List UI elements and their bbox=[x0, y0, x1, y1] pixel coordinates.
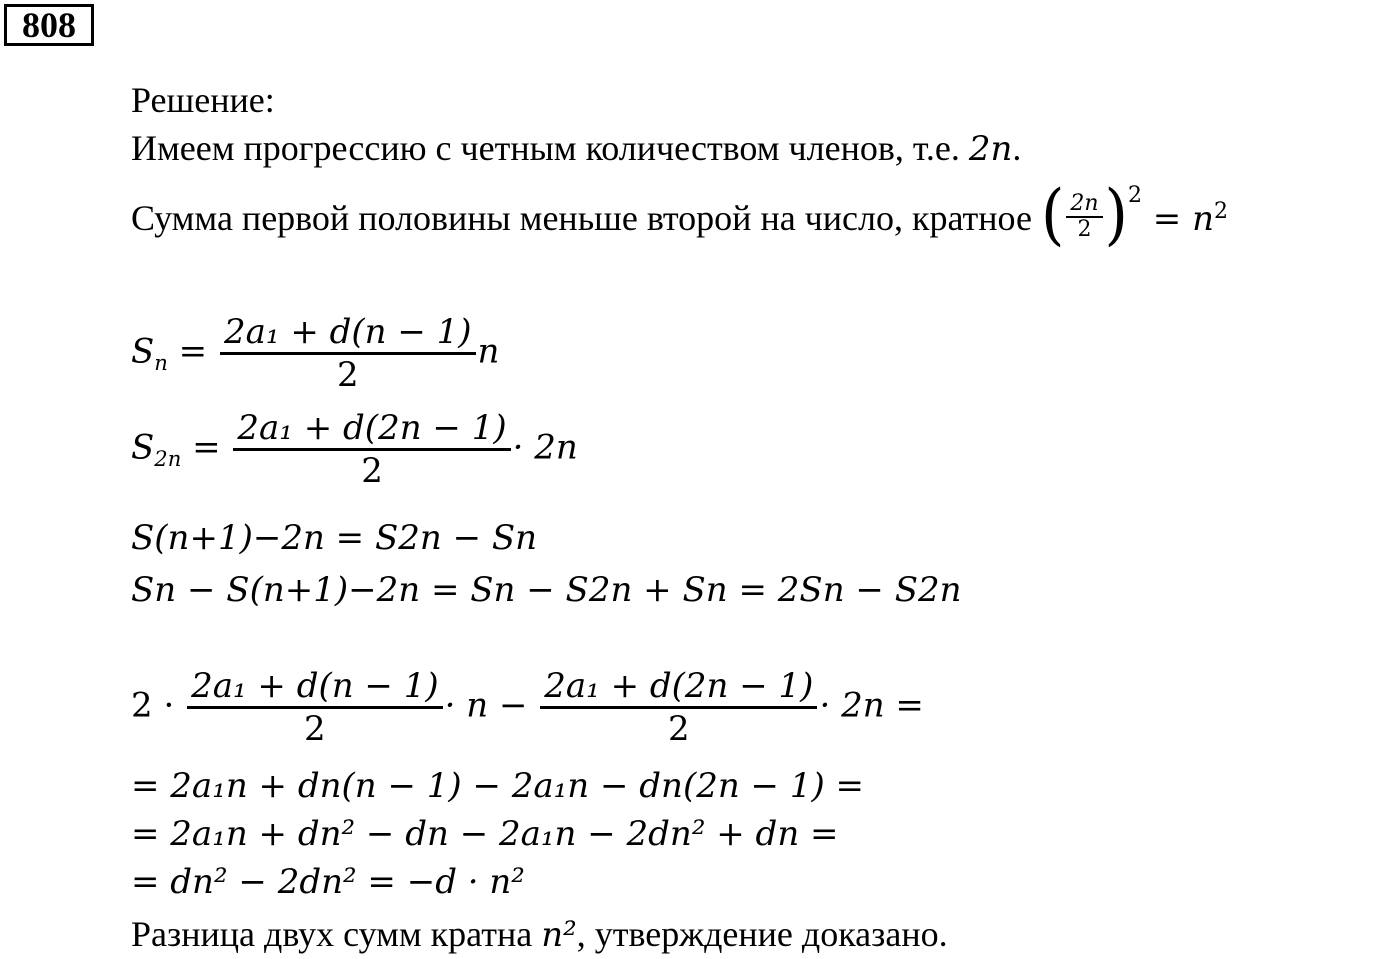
equation-4: Sn − S(n+1)−2n = Sn − S2n + Sn = 2Sn − S2n bbox=[131, 570, 962, 610]
equation-6: = 2a₁n + dn(n − 1) − 2a₁n − dn(2n − 1) = bbox=[131, 766, 865, 806]
line2-fraction: $\frac{2n}{2}$ bbox=[1066, 192, 1102, 242]
conclusion-text: Разница двух сумм кратна bbox=[131, 914, 533, 954]
text-line-1 bbox=[131, 128, 1021, 169]
equation-1-fraction: $\frac{\text{2a₁ + d(n − 1)}}{2}$ bbox=[220, 312, 476, 395]
line2-text: Сумма первой половины меньше второй на число, кратное bbox=[131, 198, 1032, 238]
line2-eq: = n bbox=[1152, 199, 1214, 239]
equation-8: = dn² − 2dn² = −d · n² bbox=[131, 862, 525, 902]
line1-text: Имеем прогрессию с четным количеством членов, т.е. bbox=[131, 128, 960, 168]
equation-5-fraction-2: $\frac{\text{2a₁ + d(2n − 1)}}{2}$ bbox=[540, 666, 817, 749]
text-line-2: Сумма первой половины меньше второй на число, кратное ( $\frac{2n}{2}$ )$^2 = n^2$ bbox=[131, 176, 1228, 254]
equation-2: $S_{2n}$ = $\frac{\text{2a₁ + d(2n − 1)}}{2}$ · 2n bbox=[131, 408, 578, 491]
equation-7: = 2a₁n + dn² − dn − 2a₁n − 2dn² + dn = bbox=[131, 814, 839, 854]
equation-3: S(n+1)−2n = S2n − Sn bbox=[131, 518, 538, 558]
solution-heading: Решение: bbox=[131, 80, 275, 120]
line1-end: . bbox=[1012, 128, 1022, 168]
equation-1: $S_n$ = $\frac{\text{2a₁ + d(n − 1)}}{2}$ n bbox=[131, 312, 500, 395]
conclusion-math: n² bbox=[541, 915, 577, 955]
equation-5: 2 · $\frac{\text{2a₁ + d(n − 1)}}{2}$ · n − $\frac{\text{2a₁ + d(2n − 1)}}{2}$ · 2n = bbox=[131, 666, 924, 749]
line1-math: 2n bbox=[968, 129, 1013, 169]
conclusion-end: , утверждение доказано. bbox=[576, 914, 948, 954]
equation-5-fraction-1: $\frac{\text{2a₁ + d(n − 1)}}{2}$ bbox=[187, 666, 443, 749]
equation-2-fraction: $\frac{\text{2a₁ + d(2n − 1)}}{2}$ bbox=[233, 408, 510, 491]
conclusion bbox=[131, 914, 948, 955]
problem-number: 808 bbox=[4, 4, 94, 46]
